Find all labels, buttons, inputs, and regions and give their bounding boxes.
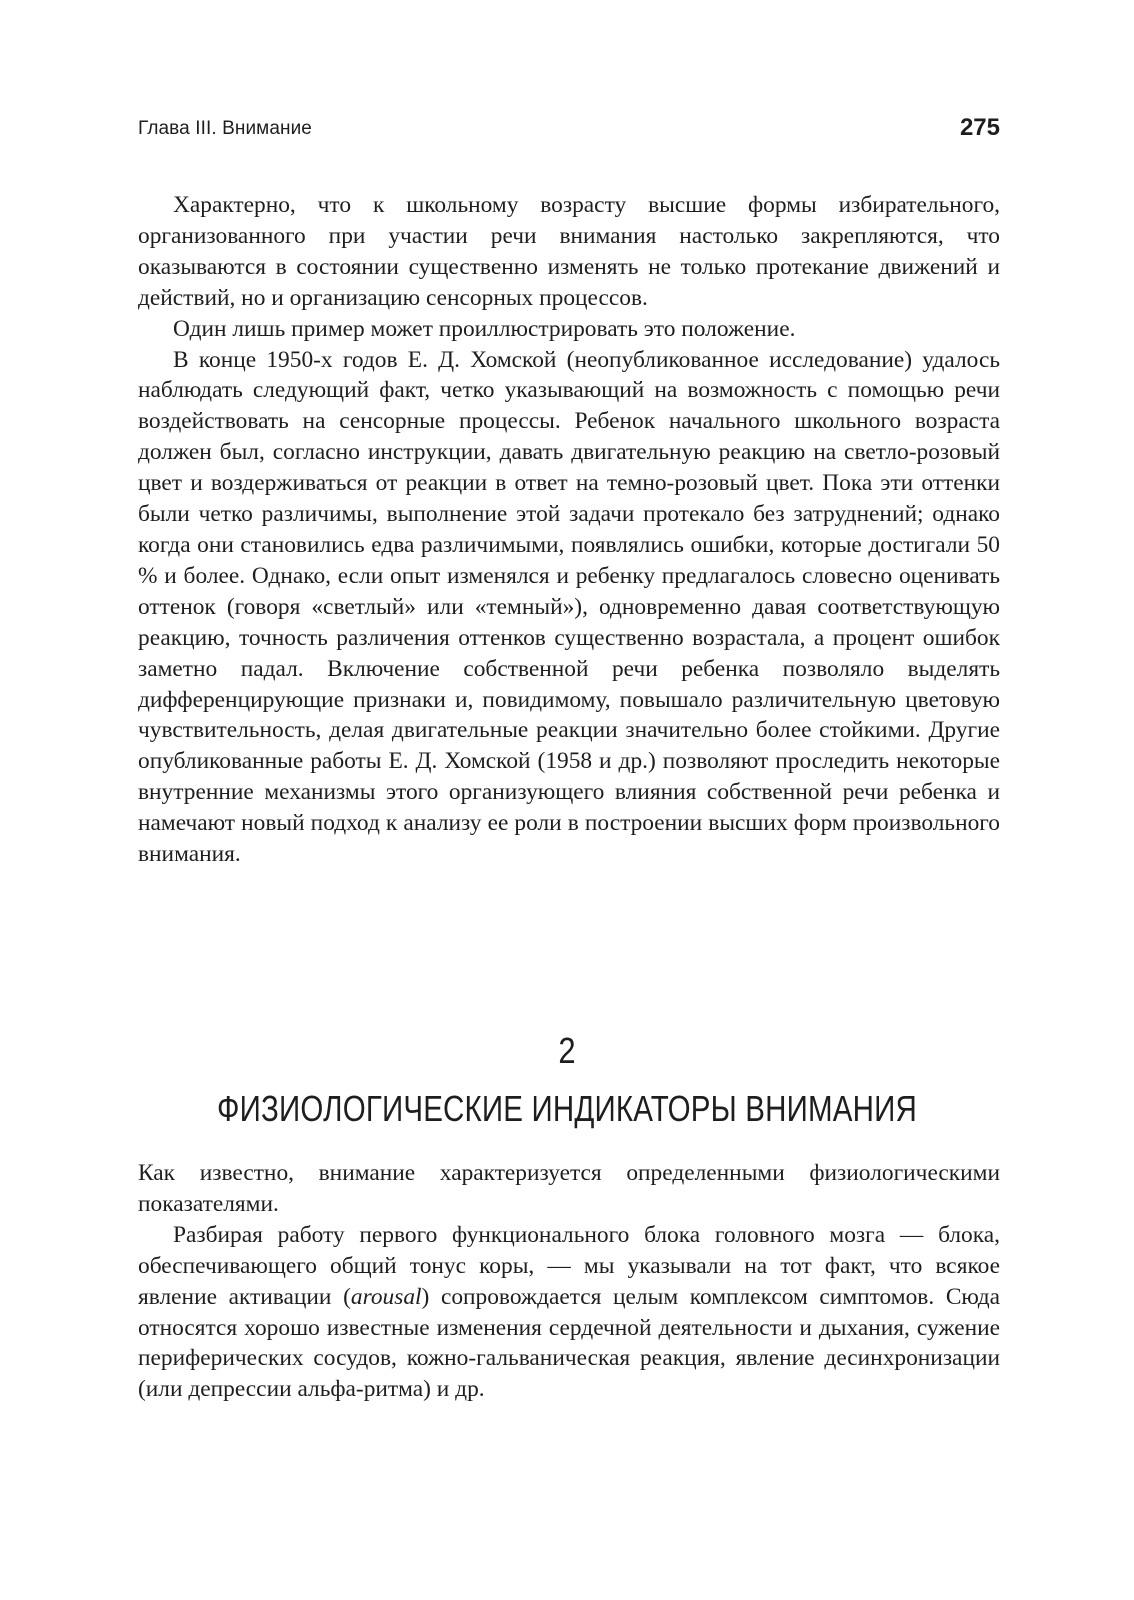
section-title: ФИЗИОЛОГИЧЕСКИЕ ИНДИКАТОРЫ ВНИМАНИЯ <box>217 1088 917 1129</box>
chapter-title: Глава III. Внимание <box>138 118 312 139</box>
intro-paragraph: Как известно, внимание характеризуется определенными физиологическими показателями. <box>138 1160 1000 1217</box>
paragraph: Характерно, что к школьному возрасту высшие формы избирательного, организованного при участии речи внимания настолько закрепляются, что оказываются в состоянии существенно изменять не только протекание движений и действий, но и организацию сенсорных процессов. <box>138 192 1000 311</box>
section-two-text <box>138 1158 1000 1405</box>
section-one-text <box>138 190 1000 870</box>
paragraph: Один лишь пример может проиллюстрировать это положение. <box>173 315 796 342</box>
section-number: 2 <box>558 1030 576 1071</box>
paragraph-text-end: ) сопровождается целым комплексом симптомов. Сюда относятся хорошо известные изменения сердечной деятельности и дыхания, сужение периферических сосудов, кожно-гальваническая реакция, явление десинхронизации (или депрессии альфа-ритма) и др. <box>138 1283 1000 1403</box>
page-number: 275 <box>959 114 1000 141</box>
paragraph <box>138 1220 1000 1405</box>
paragraph: В конце 1950-х годов Е. Д. Хомской (неопубликованное исследование) удалось наблюдать следующий факт, четко указывающий на возможность с помощью речи воздействовать на сенсорные процессы. Ребенок начального школьного возраста должен был, согласно инструкции, давать двигательную реакцию на светло-розовый цвет и воздерживаться от реакции в ответ на темно-розовый цвет. Пока эти оттенки были четко различимы, выполнение этой задачи протекало без затруднений; однако когда они становились едва различимыми, появлялись ошибки, которые достигали 50 % и более. Однако, если опыт изменялся и ребенку предлагалось словесно оценивать оттенок (говоря «светлый» или «темный»), одновременно давая соответствующую реакцию, точность различения оттенков существенно возрастала, а процент ошибок заметно падал. Включение собственной речи ребенка позволяло выделять дифференцирующие признаки и, повидимому, повышало различительную цветовую чувствительность, делая двигательные реакции значительно более стойкими. Другие опубликованные работы Е. Д. Хомской (1958 и др.) позволяют проследить некоторые внутренние механизмы этого организующего влияния собственной речи ребенка и намечают новый подход к анализу ее роли в построении высших форм произвольного внимания. <box>138 346 1000 868</box>
paragraph-text-start: Разбирая работу первого функционального блока головного мозга — блока, обеспечивающего общий тонус коры, — мы указывали на тот факт, что всякое явление активации ( <box>138 1221 1000 1310</box>
running-header <box>138 116 1000 146</box>
italic-term: arousal <box>350 1283 422 1310</box>
